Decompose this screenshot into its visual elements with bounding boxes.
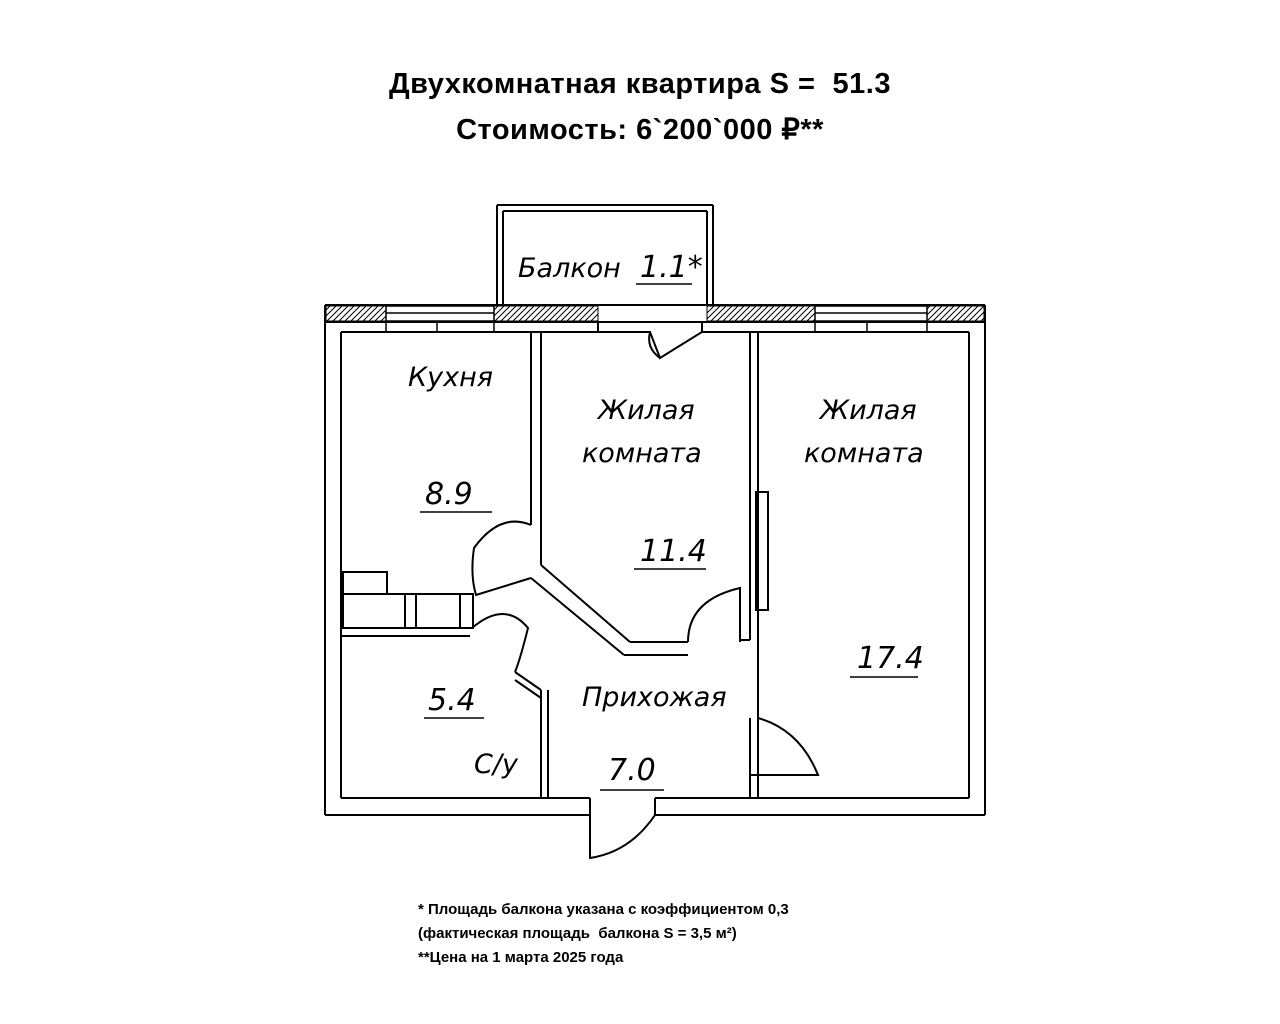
hall-label: Прихожая bbox=[582, 682, 727, 713]
apartment-title: Двухкомнатная квартира S = 51.3 bbox=[388, 68, 891, 100]
price-title: Стоимость: 6`200`000 ₽** bbox=[456, 114, 824, 146]
living-room-1-group bbox=[582, 395, 707, 569]
hall-group bbox=[582, 682, 727, 790]
footnotes bbox=[418, 898, 789, 970]
hall-area: 7.0 bbox=[608, 753, 656, 788]
living-room-1-label-line2: комната bbox=[582, 438, 702, 469]
footnote-balcony-coefficient: * Площадь балкона указана с коэффициентом 0,3 bbox=[418, 901, 789, 918]
kitchen-group bbox=[408, 362, 493, 512]
living-room-2-label-line2: комната bbox=[804, 438, 924, 469]
living-room-1-area: 11.4 bbox=[640, 534, 707, 569]
living-room-2-group bbox=[804, 395, 924, 677]
footnote-price-date: **Цена на 1 марта 2025 года bbox=[418, 949, 624, 966]
kitchen-area: 8.9 bbox=[425, 477, 473, 512]
living-room-2-area: 17.4 bbox=[857, 641, 924, 676]
balcony-label: Балкон bbox=[518, 253, 621, 284]
bathroom-area: 5.4 bbox=[428, 683, 476, 718]
windows bbox=[386, 306, 927, 332]
balcony-group bbox=[518, 250, 703, 285]
living-room-2-label-line1: Жилая bbox=[820, 395, 917, 426]
living-room-1-label-line1: Жилая bbox=[598, 395, 695, 426]
bathroom-label: С/у bbox=[474, 749, 518, 780]
bathroom-group bbox=[424, 683, 519, 780]
kitchen-label: Кухня bbox=[408, 362, 494, 393]
wall-lines bbox=[325, 205, 985, 815]
footnote-balcony-actual-area: (фактическая площадь балкона S = 3,5 м²) bbox=[418, 925, 737, 942]
balcony-area: 1.1* bbox=[640, 250, 703, 285]
